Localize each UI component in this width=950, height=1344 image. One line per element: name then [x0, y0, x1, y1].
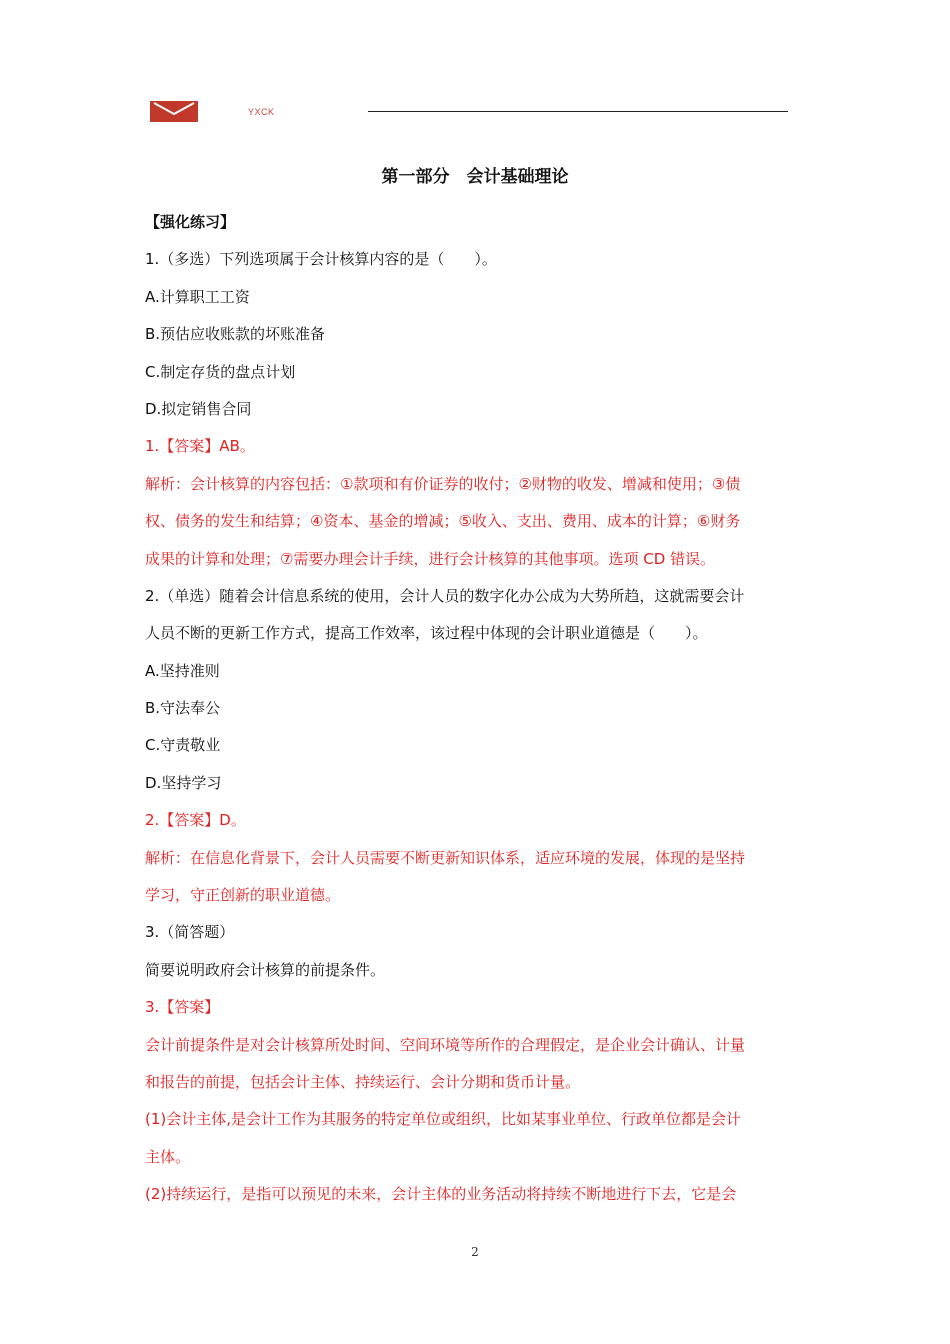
page-title: 第一部分 会计基础理论 — [381, 167, 569, 187]
header-rule — [368, 111, 788, 112]
answer-2: 2.【答案】D。 — [145, 811, 246, 830]
page-number: 2 — [471, 1245, 479, 1259]
section-label: 【强化练习】 — [145, 213, 236, 231]
analysis-3-line: 和报告的前提，包括会计主体、持续运行、会计分期和货币计量。 — [145, 1072, 581, 1091]
document-body — [145, 204, 810, 1214]
question-2-line: 2.（单选）随着会计信息系统的使用，会计人员的数字化办公成为大势所趋，这就需要会计 — [145, 586, 745, 605]
option-1b: B.预估应收账款的坏账准备 — [145, 325, 326, 344]
analysis-1-line: 解析：会计核算的内容包括：①款项和有价证券的收付；②财物的收发、增减和使用；③债 — [145, 474, 741, 493]
analysis-3-line: 主体。 — [145, 1147, 191, 1166]
analysis-3-line: 会计前提条件是对会计核算所处时间、空间环境等所作的合理假定，是企业会计确认、计量 — [145, 1035, 746, 1054]
logo-text: YXCK — [248, 107, 275, 117]
analysis-1-line: 权、债务的发生和结算；④资本、基金的增减；⑤收入、支出、费用、成本的计算；⑥财务 — [145, 512, 741, 531]
option-2c: C.守责敬业 — [145, 736, 221, 755]
logo-icon — [150, 101, 198, 122]
analysis-2-line: 解析：在信息化背景下，会计人员需要不断更新知识体系，适应环境的发展，体现的是坚持 — [145, 848, 746, 867]
option-1d: D.拟定销售合同 — [145, 399, 252, 418]
answer-3: 3.【答案】 — [145, 998, 220, 1017]
question-3-header: 3.（简答题） — [145, 923, 235, 942]
analysis-3-line: (2)持续运行，是指可以预见的未来，会计主体的业务活动将持续不断地进行下去，它是会 — [145, 1185, 737, 1204]
analysis-2-line: 学习，守正创新的职业道德。 — [145, 886, 341, 905]
answer-1: 1.【答案】AB。 — [145, 437, 255, 456]
option-1c: C.制定存货的盘点计划 — [145, 362, 296, 381]
question-2-line: 人员不断的更新工作方式，提高工作效率，该过程中体现的会计职业道德是（ ）。 — [145, 624, 708, 643]
option-2d: D.坚持学习 — [145, 773, 222, 792]
analysis-3-line: (1)会计主体,是会计工作为其服务的特定单位或组织，比如某事业单位、行政单位都是会计 — [145, 1110, 742, 1129]
question-3-text: 简要说明政府会计核算的前提条件。 — [145, 960, 386, 979]
option-2a: A.坚持准则 — [145, 661, 220, 680]
question-1: 1.（多选）下列选项属于会计核算内容的是（ ）。 — [145, 250, 497, 269]
option-2b: B.守法奉公 — [145, 699, 221, 718]
option-1a: A.计算职工工资 — [145, 287, 250, 306]
analysis-1-line: 成果的计算和处理；⑦需要办理会计手续，进行会计核算的其他事项。选项 CD 错误。 — [145, 549, 716, 568]
